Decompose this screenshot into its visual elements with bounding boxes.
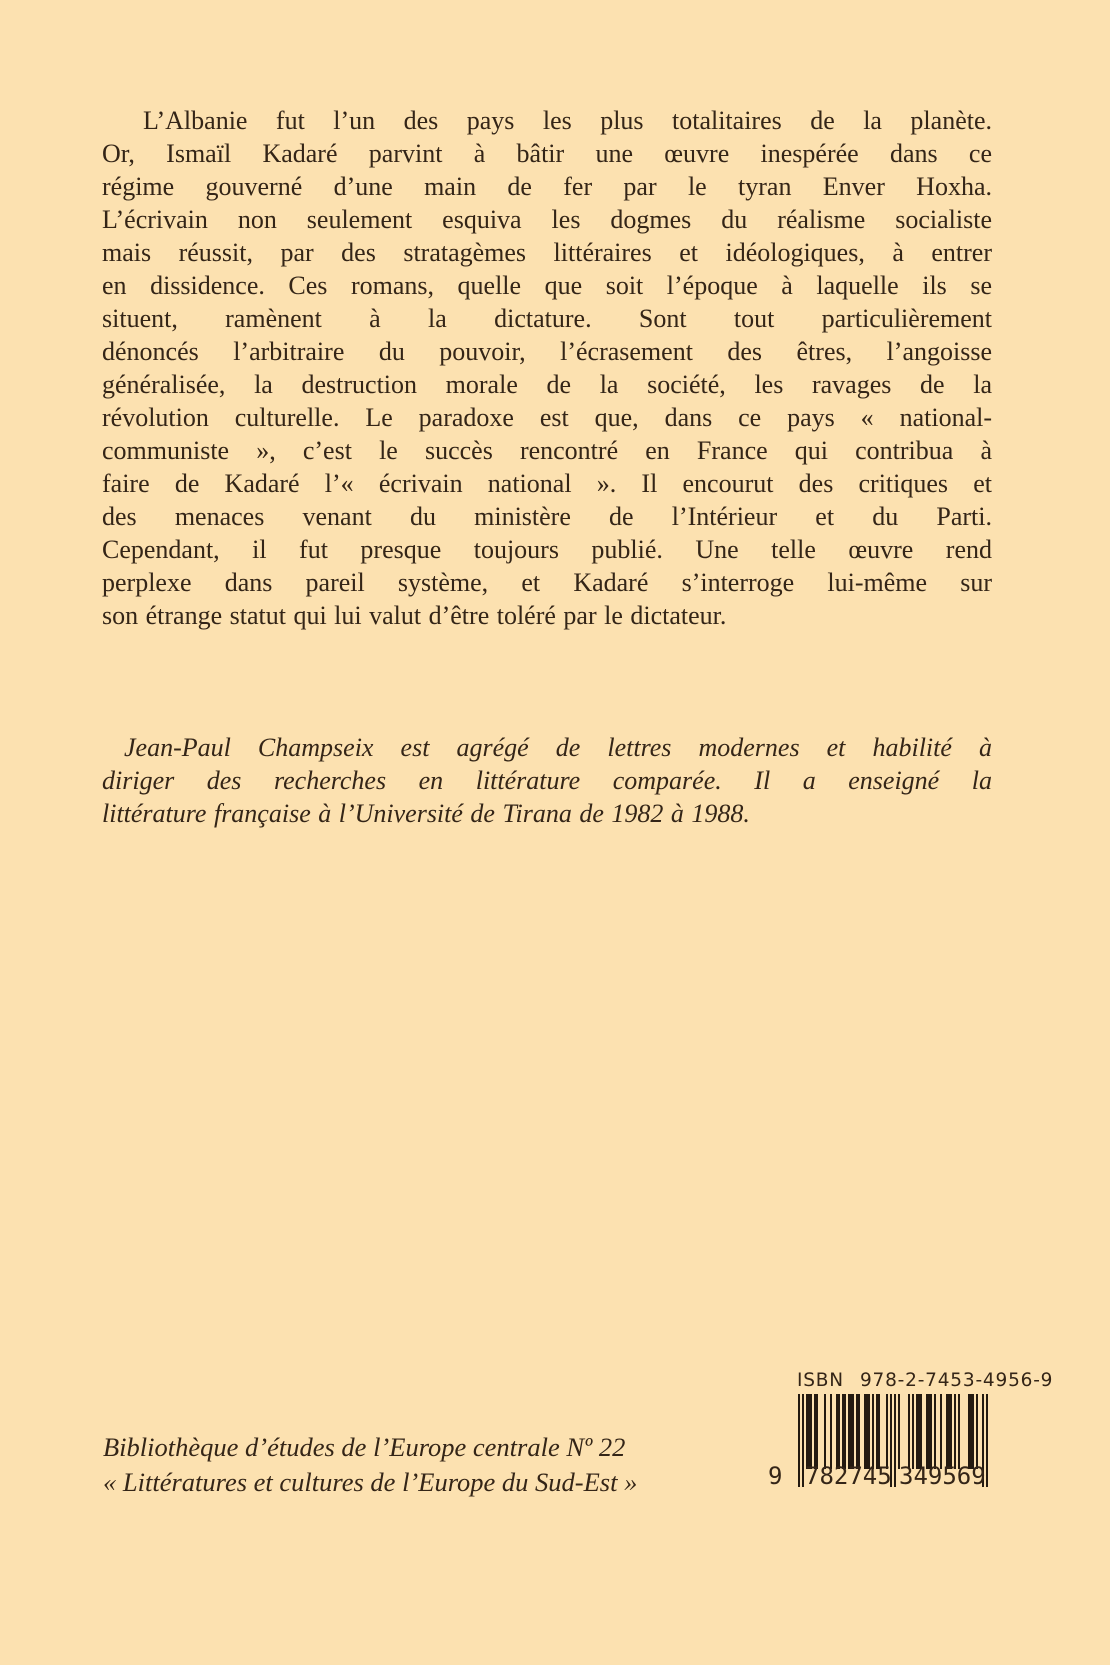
synopsis-line: perplexe dans pareil système, et Kadaré s’interroge lui-même sur xyxy=(102,568,992,597)
synopsis-line: en dissidence. Ces romans, quelle que soit l’époque à laquelle ils se xyxy=(102,271,992,300)
isbn-label: ISBN xyxy=(797,1370,844,1391)
barcode-digits-left: 782745 xyxy=(805,1462,892,1490)
isbn-number: 978-2-7453-4956-9 xyxy=(859,1370,1054,1391)
synopsis-line: Cependant, il fut presque toujours publié. Une telle œuvre rend xyxy=(102,535,992,564)
barcode-digits-right: 349569 xyxy=(899,1462,986,1490)
bio-line: diriger des recherches en littérature comparée. Il a enseigné la xyxy=(102,766,992,795)
synopsis-line: L’écrivain non seulement esquiva les dogmes du réalisme socialiste xyxy=(102,205,992,234)
series-name-line: Bibliothèque d’études de l’Europe centrale Nº 22 xyxy=(103,1432,626,1462)
synopsis-paragraph xyxy=(102,104,992,632)
synopsis-line: communiste », c’est le succès rencontré en France qui contribua à xyxy=(102,436,992,465)
synopsis-line: mais réussit, par des stratagèmes littéraires et idéologiques, à entrer xyxy=(102,238,992,267)
bio-line: Jean-Paul Champseix est agrégé de lettres modernes et habilité à xyxy=(124,733,992,762)
synopsis-line: dénoncés l’arbitraire du pouvoir, l’écrasement des êtres, l’angoisse xyxy=(102,337,992,366)
synopsis-line: Or, Ismaïl Kadaré parvint à bâtir une œuvre inespérée dans ce xyxy=(102,139,992,168)
synopsis-line: faire de Kadaré l’« écrivain national ». Il encourut des critiques et xyxy=(102,469,992,498)
isbn-line xyxy=(797,1370,1053,1391)
synopsis-line: des menaces venant du ministère de l’Intérieur et du Parti. xyxy=(102,502,992,531)
series-info xyxy=(103,1430,637,1500)
author-bio-paragraph xyxy=(102,731,992,830)
synopsis-line: son étrange statut qui lui valut d’être toléré par le dictateur. xyxy=(102,601,727,630)
synopsis-line: régime gouverné d’une main de fer par le tyran Enver Hoxha. xyxy=(102,172,992,201)
synopsis-line: généralisée, la destruction morale de la société, les ravages de la xyxy=(102,370,992,399)
series-collection-line: « Littératures et cultures de l’Europe du Sud-Est » xyxy=(103,1467,638,1497)
synopsis-line: révolution culturelle. Le paradoxe est que, dans ce pays « national- xyxy=(102,403,992,432)
bio-line: littérature française à l’Université de Tirana de 1982 à 1988. xyxy=(102,799,750,828)
synopsis-line: situent, ramènent à la dictature. Sont tout particulièrement xyxy=(102,304,992,333)
synopsis-line: L’Albanie fut l’un des pays les plus totalitaires de la planète. xyxy=(143,106,992,135)
barcode-digit-lead: 9 xyxy=(768,1462,783,1490)
